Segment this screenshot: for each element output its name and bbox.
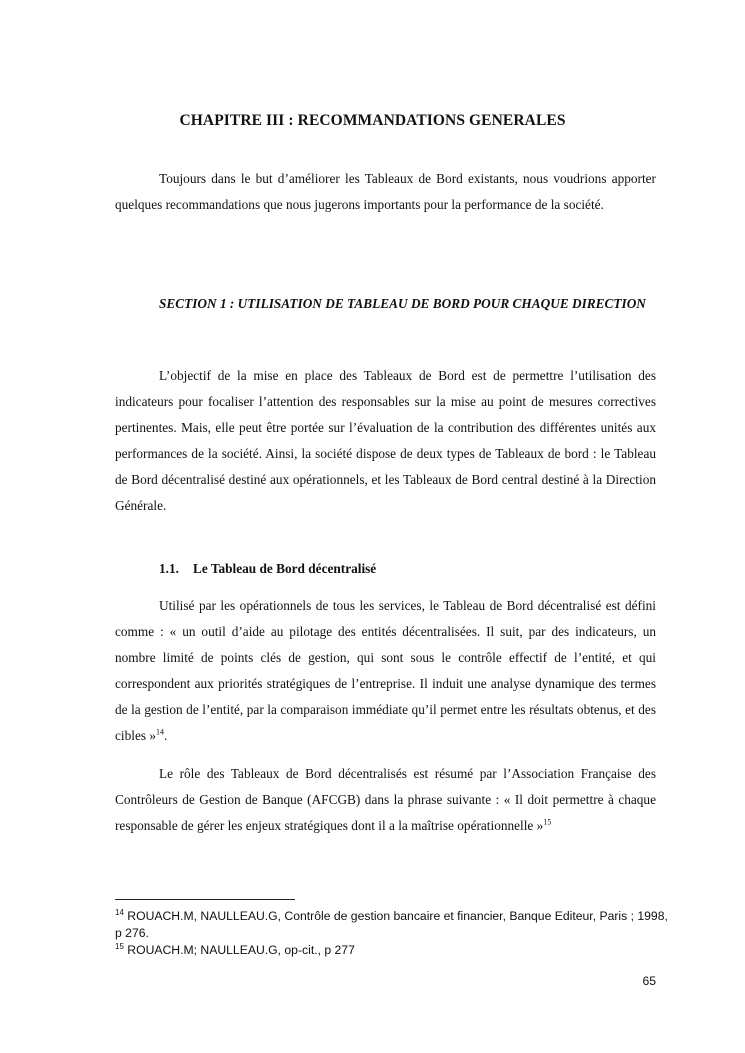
paragraph-text: Utilisé par les opérationnels de tous les services, le Tableau de Bord décentralisé est défini comme : « un outil d’aide au pilotage des entités décentralisées. Il suit, par des indicateurs, un nombre limité de points clés de gestion, qui sont sous le contrôle effectif de l’entité, et qui correspondent aux priorités stratégiques de l’entreprise. Il induit une analyse dynamique des termes de la gestion de l’entité, par la comparaison immédiate qu’il permet entre les résultats obtenus, et des cibles »: [115, 598, 656, 743]
footnote-number: 14: [115, 907, 124, 917]
footnote-ref-15: 15: [543, 817, 552, 827]
section-1-title: SECTION 1 : UTILISATION DE TABLEAU DE BORD POUR CHAQUE DIRECTION: [159, 296, 646, 311]
footnote-separator: [115, 899, 295, 900]
subsection-1-1-paragraph-1: [115, 593, 656, 749]
subsection-title-text: Le Tableau de Bord décentralisé: [193, 561, 377, 576]
subsection-1-1-title: [159, 561, 376, 577]
footnote-ref-14: 14: [156, 727, 164, 737]
footnotes: [115, 908, 675, 959]
intro-paragraph: Toujours dans le but d’améliorer les Tableaux de Bord existants, nous voudrions apporter quelques recommandations que nous jugerons importants pour la performance de la société.: [115, 171, 656, 212]
footnote-number: 15: [115, 941, 124, 951]
subsection-number: 1.1.: [159, 561, 179, 576]
section-1-paragraph: L’objectif de la mise en place des Tableaux de Bord est de permettre l’utilisation des indicateurs pour focaliser l’attention des responsables sur la mise au point de mesures correctives pertinentes. Mais, elle peut être portée sur l’évaluation de la contribution des différentes unités aux performances de la société. Ainsi, la société dispose de deux types de Tableaux de bord : le Tableau de Bord décentralisé destiné aux opérationnels, et les Tableaux de Bord central destiné à la Direction Générale.: [115, 368, 656, 513]
footnote-15: [115, 942, 675, 959]
paragraph-end: .: [164, 728, 168, 743]
footnote-text: ROUACH.M; NAULLEAU.G, op-cit., p 277: [123, 943, 355, 957]
footnote-text: ROUACH.M, NAULLEAU.G, Contrôle de gestion bancaire et financier, Banque Editeur, Paris ; 1998, p 276.: [115, 909, 668, 940]
chapter-title: CHAPITRE III : RECOMMANDATIONS GENERALES: [179, 112, 566, 129]
footnote-14: [115, 908, 675, 942]
page-number: 65: [642, 974, 656, 988]
paragraph-text: Le rôle des Tableaux de Bord décentralisés est résumé par l’Association Française des Contrôleurs de Gestion de Banque (AFCGB) dans la phrase suivante : « Il doit permettre à chaque responsable de gérer les enjeux stratégiques dont il a la maîtrise opérationnelle »: [115, 766, 656, 833]
subsection-1-1-paragraph-2: [115, 761, 656, 839]
